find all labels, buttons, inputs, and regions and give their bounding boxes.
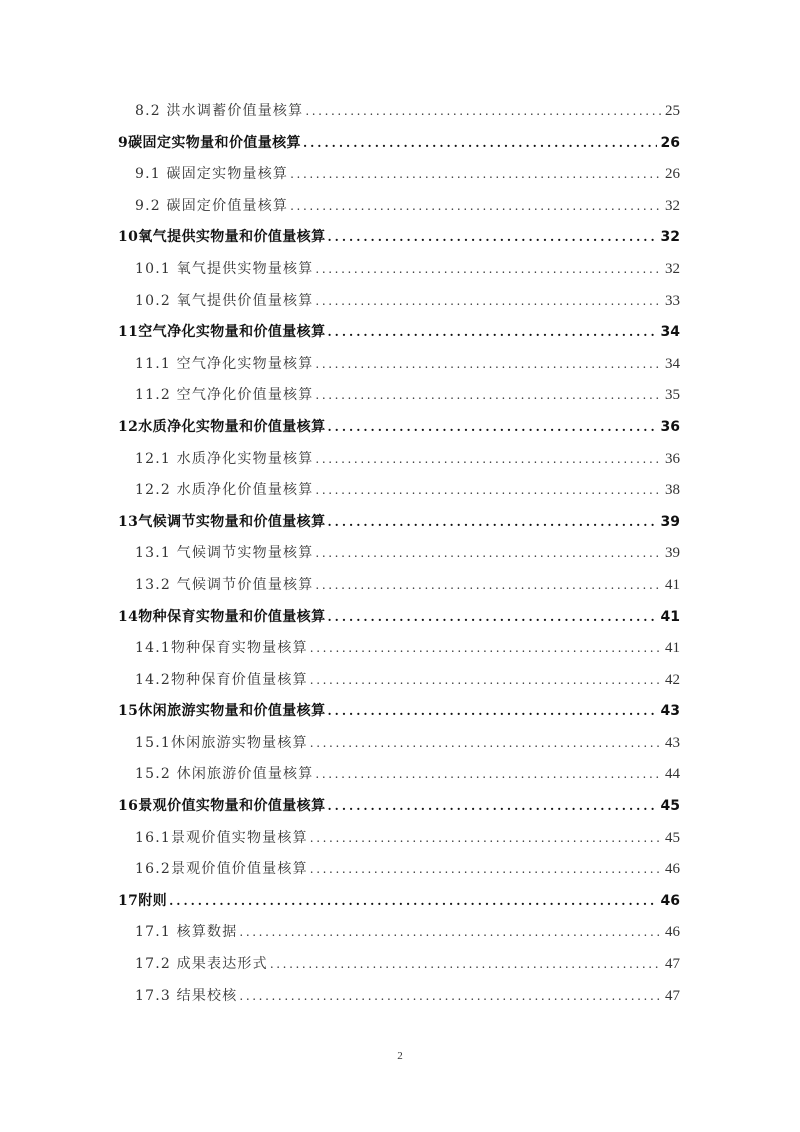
toc-chapter-title: 9碳固定实物量和价值量核算 (118, 134, 301, 151)
toc-entry-page: 33 (665, 292, 680, 309)
toc-entry-page: 43 (665, 734, 680, 751)
toc-entry[interactable] (118, 759, 680, 791)
toc-dot-leader (315, 759, 661, 791)
toc-entry-page: 32 (665, 260, 680, 277)
toc-entry-title: 14.2物种保育价值量核算 (135, 671, 308, 688)
toc-chapter[interactable] (118, 791, 680, 823)
toc-entry[interactable] (118, 254, 680, 286)
toc-dot-leader (315, 286, 661, 318)
toc-chapter-title: 11空气净化实物量和价值量核算 (118, 324, 326, 341)
toc-entry-title: 14.1物种保育实物量核算 (135, 640, 308, 657)
toc-dot-leader (327, 602, 656, 634)
toc-dot-leader (327, 412, 656, 444)
toc-entry[interactable] (118, 191, 680, 223)
toc-entry[interactable] (118, 349, 680, 381)
toc-entry[interactable] (118, 665, 680, 697)
toc-dot-leader (327, 222, 656, 254)
toc-entry-page: 25 (665, 103, 680, 119)
toc-entry[interactable] (118, 949, 680, 981)
toc-chapter-title: 16景观价值实物量和价值量核算 (118, 798, 326, 815)
toc-entry-title: 16.1景观价值实物量核算 (135, 829, 308, 846)
toc-entry-page: 46 (665, 924, 680, 941)
toc-entry-page: 45 (665, 829, 680, 846)
toc-dot-leader (310, 823, 661, 855)
toc-dot-leader (315, 475, 661, 507)
toc-chapter-title: 17附则 (118, 892, 168, 909)
toc-entry-title: 15.1休闲旅游实物量核算 (135, 734, 308, 751)
toc-entry-title: 9.2 碳固定价值量核算 (135, 197, 289, 214)
toc-entry-page: 26 (665, 166, 680, 183)
toc-entry-title: 16.2景观价值价值量核算 (135, 861, 308, 878)
toc-dot-leader (303, 128, 657, 160)
toc-entry-page: 34 (665, 355, 680, 372)
toc-dot-leader (327, 791, 656, 823)
toc-entry-title: 17.2 成果表达形式 (135, 956, 268, 973)
toc-dot-leader (239, 981, 661, 1013)
toc-dot-leader (315, 349, 661, 381)
toc-chapter-page: 36 (660, 418, 680, 435)
toc-chapter-title: 12水质净化实物量和价值量核算 (118, 418, 326, 435)
toc-entry-page: 47 (665, 956, 680, 973)
toc-dot-leader (315, 444, 661, 476)
toc-entry-title: 15.2 休闲旅游价值量核算 (135, 766, 314, 783)
toc-dot-leader (310, 665, 661, 697)
toc-dot-leader (315, 538, 661, 570)
toc-entry[interactable] (118, 286, 680, 318)
toc-chapter-page: 34 (660, 324, 680, 341)
toc-entry-title: 11.2 空气净化价值量核算 (135, 387, 314, 404)
toc-entry[interactable] (118, 728, 680, 760)
toc-chapter-page: 26 (660, 134, 680, 151)
toc-entry-page: 35 (665, 387, 680, 404)
toc-chapter-page: 43 (660, 703, 680, 720)
toc-dot-leader (315, 380, 661, 412)
toc-entry-title: 13.1 气候调节实物量核算 (135, 545, 314, 562)
toc-entry[interactable] (118, 854, 680, 886)
toc-dot-leader (327, 696, 656, 728)
toc-entry-title: 17.1 核算数据 (135, 924, 238, 941)
toc-chapter[interactable] (118, 222, 680, 254)
toc-chapter-title: 14物种保育实物量和价值量核算 (118, 608, 326, 625)
toc-chapter[interactable] (118, 128, 680, 160)
toc-entry[interactable] (118, 570, 680, 602)
toc-entry-page: 41 (665, 640, 680, 657)
toc-chapter-page: 39 (660, 513, 680, 530)
toc-entry-page: 41 (665, 576, 680, 593)
toc-chapter[interactable] (118, 886, 680, 918)
toc-entry[interactable] (118, 475, 680, 507)
toc-entry-page: 38 (665, 482, 680, 499)
toc-entry-page: 42 (665, 671, 680, 688)
table-of-contents (118, 96, 680, 1012)
toc-entry[interactable] (118, 823, 680, 855)
toc-chapter-title: 10氧气提供实物量和价值量核算 (118, 229, 326, 246)
toc-chapter-page: 32 (660, 229, 680, 246)
toc-dot-leader (327, 317, 656, 349)
toc-entry-page: 47 (665, 987, 680, 1004)
toc-entry[interactable] (118, 380, 680, 412)
toc-entry-page: 46 (665, 861, 680, 878)
toc-entry-title: 12.1 水质净化实物量核算 (135, 450, 314, 467)
toc-dot-leader (239, 917, 661, 949)
toc-entry-title: 10.1 氧气提供实物量核算 (135, 260, 314, 277)
toc-entry[interactable] (118, 981, 680, 1013)
toc-chapter[interactable] (118, 507, 680, 539)
toc-dot-leader (315, 570, 661, 602)
toc-dot-leader (315, 254, 661, 286)
toc-dot-leader (290, 159, 661, 191)
toc-entry-page: 39 (665, 545, 680, 562)
toc-dot-leader (310, 728, 661, 760)
toc-entry[interactable] (118, 633, 680, 665)
toc-entry-title: 10.2 氧气提供价值量核算 (135, 292, 314, 309)
toc-chapter[interactable] (118, 696, 680, 728)
toc-chapter[interactable] (118, 317, 680, 349)
toc-dot-leader (169, 886, 656, 918)
toc-entry-page: 36 (665, 450, 680, 467)
toc-entry-title: 13.2 气候调节价值量核算 (135, 576, 314, 593)
toc-entry[interactable] (118, 538, 680, 570)
toc-chapter[interactable] (118, 412, 680, 444)
toc-entry-title: 17.3 结果校核 (135, 987, 238, 1004)
toc-chapter-page: 46 (660, 892, 680, 909)
toc-entry[interactable] (118, 444, 680, 476)
toc-entry-title: 8.2 洪水调蓄价值量核算 (135, 103, 304, 119)
toc-entry-page: 32 (665, 197, 680, 214)
toc-dot-leader (290, 191, 661, 223)
toc-entry-title: 9.1 碳固定实物量核算 (135, 166, 289, 183)
toc-dot-leader (310, 633, 661, 665)
toc-chapter-page: 45 (660, 798, 680, 815)
toc-entry-title: 11.1 空气净化实物量核算 (135, 355, 314, 372)
toc-chapter-page: 41 (660, 608, 680, 625)
toc-entry[interactable] (118, 917, 680, 949)
toc-entry[interactable] (118, 96, 680, 128)
toc-chapter-title: 15休闲旅游实物量和价值量核算 (118, 703, 326, 720)
toc-dot-leader (270, 949, 661, 981)
toc-dot-leader (327, 507, 656, 539)
toc-entry-title: 12.2 水质净化价值量核算 (135, 482, 314, 499)
toc-entry-page: 44 (665, 766, 680, 783)
toc-chapter[interactable] (118, 602, 680, 634)
toc-dot-leader (310, 854, 661, 886)
toc-chapter-title: 13气候调节实物量和价值量核算 (118, 513, 326, 530)
toc-dot-leader (305, 96, 661, 128)
toc-entry[interactable] (118, 159, 680, 191)
page-number: 2 (397, 1050, 403, 1062)
